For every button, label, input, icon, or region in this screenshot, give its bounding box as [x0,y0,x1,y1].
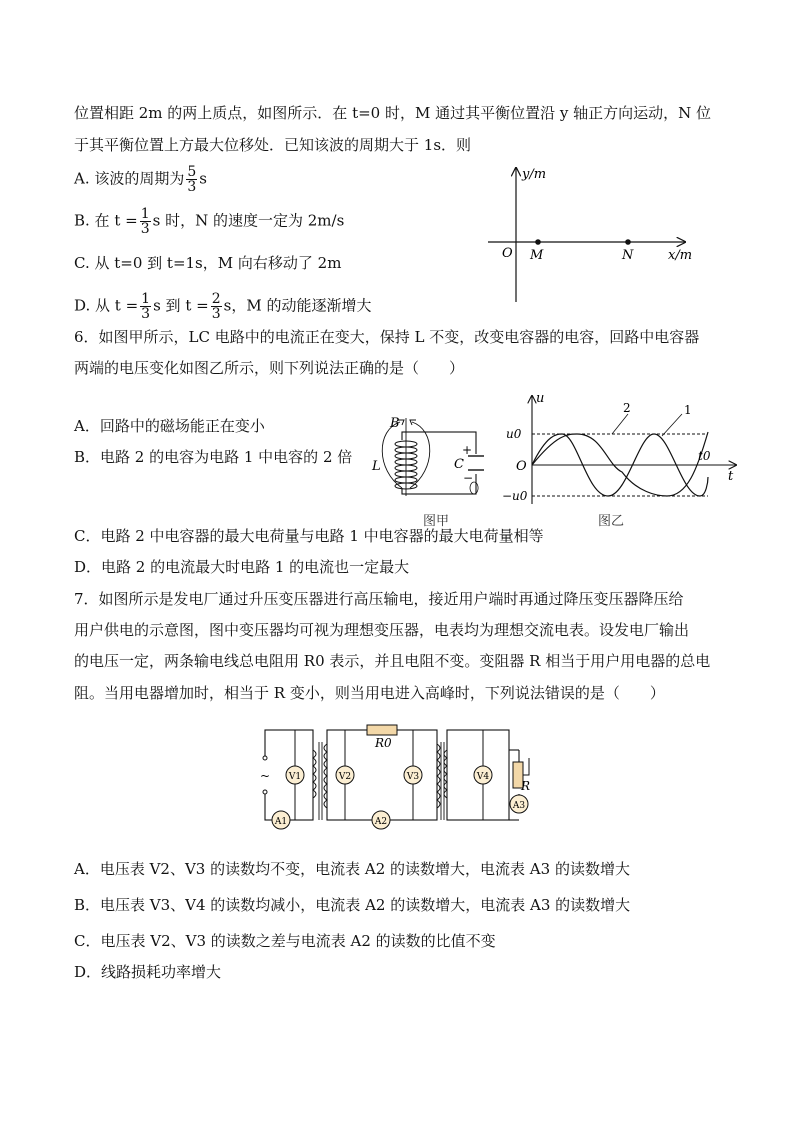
label-l: L [372,459,381,474]
q6-ut-graph-figure [502,392,742,510]
q5-intro-line2: 于其平衡位置上方最大位移处．已知该波的周期大于 1s．则 [74,136,472,154]
fig-jia-caption: 图甲 [423,514,450,529]
q6-stem-line2: 两端的电压变化如图乙所示，则下列说法正确的是（ ） [74,359,465,377]
q7-option-a[interactable]: A．电压表 V2、V3 的读数均不变，电流表 A2 的读数增大，电流表 A3 的读数增大 [74,860,630,878]
svg-text:A3: A3 [512,801,526,811]
q7-stem-line1: 7．如图所示是发电厂通过升压变压器进行高压输电，接近用户端时再通过降压变压器降压给 [74,590,684,608]
origin-label: O [516,459,527,474]
q5-option-b-fraction: $\frac{1}{3}$ [140,206,150,237]
label-plus: + [462,443,473,457]
u0-label: u0 [506,427,522,441]
neg-u0-label: −u0 [502,489,528,503]
x-axis-label: x/m [668,248,693,263]
resistor-r0 [367,725,397,735]
point-n-label: N [622,248,634,263]
q6-option-c[interactable]: C．电路 2 中电容器的最大电荷量与电路 1 中电容器的最大电荷量相等 [74,527,544,545]
t-axis-label: t [728,469,734,484]
q7-stem-line3: 的电压一定，两条输电线总电阻用 R0 表示，并且电阻不变。变阻器 R 相当于用户用电器的总电 [74,652,711,670]
q7-stem-line2: 用户供电的示意图，图中变压器均可视为理想变压器，电表均为理想交流电表。设发电厂输出 [74,621,690,639]
t0-label: t0 [698,449,711,463]
svg-text:A1: A1 [274,817,288,827]
q6-option-b[interactable]: B．电路 2 的电容为电路 1 中电容的 2 倍 [74,448,353,466]
point-n [625,239,631,245]
q6-stem-line1: 6．如图甲所示，LC 电路中的电流正在变大，保持 L 不变，改变电容器的电容，回路中电容器 [74,328,700,346]
label-b: B [390,416,400,431]
transformer-coils [313,744,447,808]
curve-1-label: 1 [684,403,692,417]
q7-option-d[interactable]: D．线路损耗功率增大 [74,963,222,981]
q5-option-a-fraction: $\frac{5}{3}$ [187,164,197,195]
point-m [535,239,541,245]
q5-option-d[interactable]: D. 从 t = $\frac{1}{3}$ s 到 t = $\frac{2}{3}$ s，M 的动能逐渐增大 [74,291,372,322]
svg-text:A2: A2 [374,817,388,827]
origin-label: O [502,246,513,261]
q5-option-a-text: A. 该波的周期为 [74,169,185,188]
q5-intro-line1: 位置相距 2m 的两上质点，如图所示．在 t=0 时，M 通过其平衡位置沿 y 轴正方向运动，N 位 [74,104,712,122]
svg-text:V4: V4 [476,772,490,782]
y-axis-label: y/m [522,167,547,182]
curve-1 [532,432,708,496]
svg-text:V2: V2 [338,772,352,782]
q6-lc-circuit-figure [370,410,500,515]
point-m-label: M [530,248,544,263]
q5-option-b[interactable]: B. 在 t = $\frac{1}{3}$ s 时，N 的速度一定为 2m/s [74,206,345,237]
q7-option-b[interactable]: B．电压表 V3、V4 的读数均减小，电流表 A2 的读数增大，电流表 A3 的读数增大 [74,896,631,914]
q7-transmission-circuit-figure [255,720,545,835]
label-r: R [521,779,531,793]
svg-text:V1: V1 [288,772,302,782]
label-minus: − [463,471,474,485]
fig-yi-caption: 图乙 [598,514,625,529]
u-axis-label: u [536,391,545,406]
ac-source-symbol: ~ [260,769,271,783]
q6-option-a[interactable]: A．回路中的磁场能正在变小 [74,417,265,435]
q7-option-c[interactable]: C．电压表 V2、V3 的读数之差与电流表 A2 的读数的比值不变 [74,932,496,950]
q6-option-d[interactable]: D．电路 2 的电流最大时电路 1 的电流也一定最大 [74,558,410,576]
svg-text:V3: V3 [406,772,420,782]
q5-wave-axes-figure [480,160,700,310]
q5-option-a[interactable]: A. 该波的周期为 $\frac{5}{3}$ s [74,164,207,195]
label-c: C [454,457,464,472]
q7-stem-line4: 阻。当用电器增加时，相当于 R 变小，则当用电进入高峰时，下列说法错误的是（ ） [74,684,665,702]
label-r0: R0 [375,736,392,750]
q5-option-c[interactable]: C. 从 t=0 到 t=1s，M 向右移动了 2m [74,254,342,272]
curve-2-label: 2 [623,401,631,415]
